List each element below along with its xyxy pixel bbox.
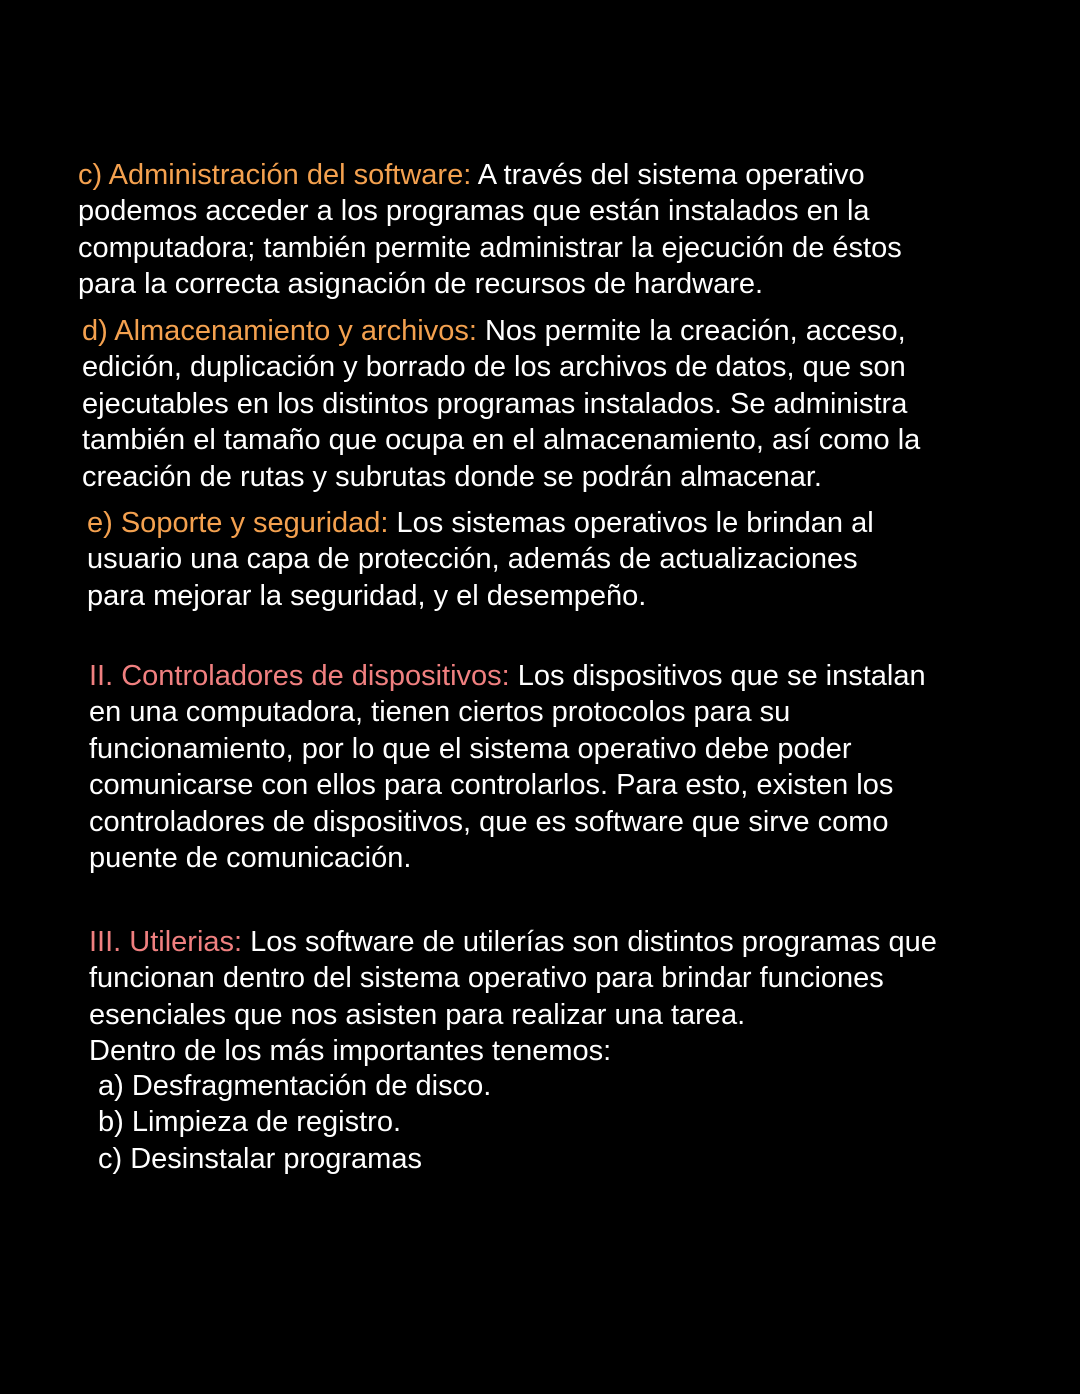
section-heading: c) Administración del software: bbox=[78, 159, 472, 191]
list-item: b) Limpieza de registro. bbox=[98, 1106, 402, 1139]
section-heading: d) Almacenamiento y archivos: bbox=[82, 315, 477, 347]
section-body: Los software de utilerías son distintos programas que funcionan dentro del sistema operativo para brindar funciones esenciales que nos asisten para realizar una tarea. Dentro de los más importantes tenemos: bbox=[89, 926, 937, 1068]
section-device-drivers bbox=[89, 658, 926, 876]
section-utilities bbox=[89, 924, 937, 1070]
section-support-security bbox=[87, 505, 874, 614]
section-body: Nos permite la creación, acceso, edición, duplicación y borrado de los archivos de datos, que son ejecutables en los distintos programas instalados. Se administra también el tamaño que ocupa en el almacenamiento, así como la creación de rutas y subrutas donde se podrán almacenar. bbox=[82, 315, 921, 493]
list-item: c) Desinstalar programas bbox=[98, 1142, 422, 1175]
list-item: a) Desfragmentación de disco. bbox=[98, 1070, 492, 1102]
utilities-list bbox=[98, 1068, 491, 1177]
section-body: Los sistemas operativos le brindan al usuario una capa de protección, además de actualizaciones para mejorar la seguridad, y el desempeño. bbox=[87, 507, 874, 612]
section-software-administration bbox=[78, 157, 902, 303]
section-body: Los dispositivos que se instalan en una computadora, tienen ciertos protocolos para su funcionamiento, por lo que el sistema operativo debe poder comunicarse con ellos para controlarlos. Para esto, existen los controladores de dispositivos, que es software que sirve como puente de comunicación. bbox=[89, 660, 926, 875]
section-heading: II. Controladores de dispositivos: bbox=[89, 660, 510, 692]
section-storage-files bbox=[82, 313, 920, 495]
section-body: A través del sistema operativo podemos acceder a los programas que están instalados en la computadora; también permite administrar la ejecución de éstos para la correcta asignación de recursos de hardware. bbox=[78, 159, 902, 301]
section-heading: e) Soporte y seguridad: bbox=[87, 507, 389, 539]
section-heading: III. Utilerias: bbox=[89, 926, 243, 958]
